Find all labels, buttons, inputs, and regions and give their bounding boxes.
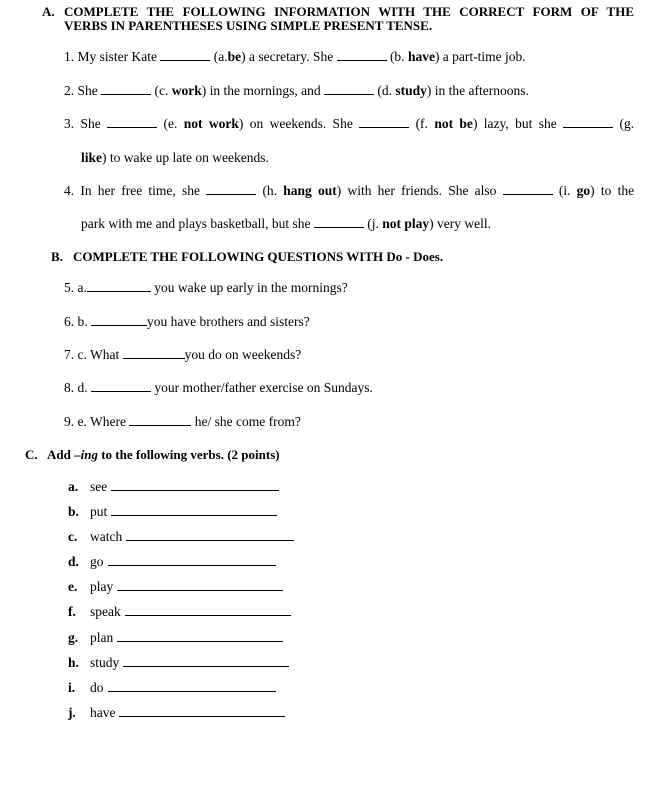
item-verb: do <box>90 680 104 695</box>
answer-blank[interactable] <box>108 680 276 692</box>
answer-blank[interactable] <box>206 183 256 195</box>
item-label: f. <box>68 604 76 619</box>
verb-hint: go <box>576 183 591 198</box>
question-2: 2. She (c. work) in the mornings, and (d. study) in the afternoons. <box>64 83 529 98</box>
question-number: 7. <box>64 347 75 362</box>
verb-hint: not play <box>382 216 430 231</box>
question-3: 3. She (e. not work) on weekends. She (f. not be) lazy, but she (g. <box>64 116 635 131</box>
answer-blank[interactable] <box>359 116 409 128</box>
verb-hint: not work <box>183 116 239 131</box>
answer-blank[interactable] <box>314 216 364 228</box>
ing-item-i <box>68 680 276 696</box>
question-number: 8. <box>64 380 75 395</box>
section-c-title: Add –ing to the following verbs. (2 points) <box>47 447 280 462</box>
item-verb: play <box>90 579 114 594</box>
answer-blank[interactable] <box>91 380 151 392</box>
item-label: g. <box>68 630 79 645</box>
answer-blank[interactable] <box>123 655 289 667</box>
item-label: e. <box>68 579 78 594</box>
question-3-cont: like) to wake up late on weekends. <box>81 150 269 165</box>
section-a-title-line2: VERBS IN PARENTHESES USING SIMPLE PRESENT TENSE. <box>64 18 433 33</box>
verb-hint: work <box>171 83 202 98</box>
item-label: c. <box>68 529 78 544</box>
question-number: 2. <box>64 83 75 98</box>
section-b-letter: B. <box>51 249 63 264</box>
ing-item-e <box>68 579 283 595</box>
item-verb: go <box>90 554 104 569</box>
question-number: 9. <box>64 414 75 429</box>
ing-item-c <box>68 529 294 545</box>
question-8: 8. d. your mother/father exercise on Sundays. <box>64 380 373 395</box>
section-a-letter: A. <box>42 4 55 19</box>
answer-blank[interactable] <box>126 529 294 541</box>
item-verb: have <box>90 705 116 720</box>
question-1: 1. My sister Kate (a.be) a secretary. She (b. have) a part-time job. <box>64 49 526 64</box>
answer-blank[interactable] <box>101 83 151 95</box>
verb-hint: be <box>227 49 242 64</box>
answer-blank[interactable] <box>111 479 279 491</box>
item-label: i. <box>68 680 76 695</box>
question-number: 4. <box>64 183 75 198</box>
question-7: 7. c. What you do on weekends? <box>64 347 302 362</box>
item-verb: watch <box>90 529 123 544</box>
ing-item-d <box>68 554 276 570</box>
verb-hint: not be <box>434 116 473 131</box>
ing-item-h <box>68 655 289 671</box>
answer-blank[interactable] <box>324 83 374 95</box>
item-label: a. <box>68 479 79 494</box>
answer-blank[interactable] <box>129 414 191 426</box>
question-number: 6. <box>64 314 75 329</box>
item-verb: put <box>90 504 108 519</box>
ing-item-j <box>68 705 285 721</box>
answer-blank[interactable] <box>117 579 283 591</box>
ing-item-b <box>68 504 277 520</box>
item-label: j. <box>68 705 76 720</box>
question-4: 4. In her free time, she (h. hang out) with her friends. She also (i. go) to the <box>64 183 635 198</box>
answer-blank[interactable] <box>503 183 553 195</box>
answer-blank[interactable] <box>87 280 151 292</box>
answer-blank[interactable] <box>108 554 276 566</box>
item-verb: see <box>90 479 108 494</box>
answer-blank[interactable] <box>123 347 185 359</box>
answer-blank[interactable] <box>91 314 147 326</box>
answer-blank[interactable] <box>337 49 387 61</box>
item-verb: plan <box>90 630 114 645</box>
ing-item-a <box>68 479 279 495</box>
answer-blank[interactable] <box>107 116 157 128</box>
answer-blank[interactable] <box>117 630 283 642</box>
section-b-title: COMPLETE THE FOLLOWING QUESTIONS WITH Do - Does. <box>73 249 444 264</box>
answer-blank[interactable] <box>111 504 277 516</box>
item-label: d. <box>68 554 79 569</box>
question-number: 5. <box>64 280 75 295</box>
question-number: 1. <box>64 49 75 64</box>
question-5: 5. a. you wake up early in the mornings? <box>64 280 348 295</box>
question-6: 6. b. you have brothers and sisters? <box>64 314 310 329</box>
item-verb: study <box>90 655 120 670</box>
verb-hint: study <box>395 83 427 98</box>
answer-blank[interactable] <box>563 116 613 128</box>
verb-hint: like <box>81 150 103 165</box>
answer-blank[interactable] <box>160 49 210 61</box>
question-number: 3. <box>64 116 75 131</box>
section-c-letter: C. <box>25 447 38 462</box>
question-9: 9. e. Where he/ she come from? <box>64 414 301 429</box>
verb-hint: have <box>407 49 435 64</box>
ing-item-f <box>68 604 291 620</box>
answer-blank[interactable] <box>125 604 291 616</box>
answer-blank[interactable] <box>119 705 285 717</box>
question-4-cont: park with me and plays basketball, but she (j. not play) very well. <box>81 216 491 231</box>
section-a-title-line1: COMPLETE THE FOLLOWING INFORMATION WITH THE CORRECT FORM OF THE <box>64 4 634 19</box>
item-label: h. <box>68 655 79 670</box>
item-label: b. <box>68 504 79 519</box>
item-verb: speak <box>90 604 121 619</box>
ing-item-g <box>68 630 283 646</box>
verb-hint: hang out <box>283 183 337 198</box>
